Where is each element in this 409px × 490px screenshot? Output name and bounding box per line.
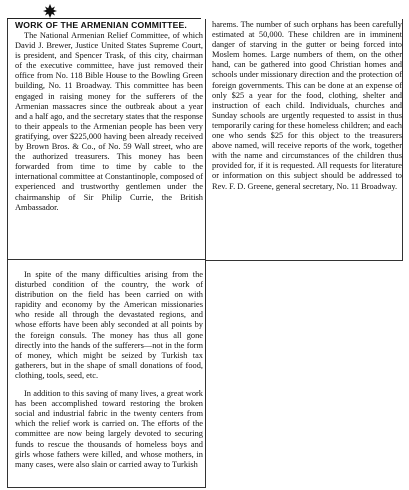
maltese-cross-icon [42, 3, 58, 19]
right-column [212, 20, 402, 192]
paragraph-orphans: harems. The number of such orphans has been carefully estimated at 50,000. These children are in imminent danger of starving in the gutter or being forced into Moslem homes. Large numbers of them, on the other hand, can be gathered into good Christian homes and schools under missionary direction and the protection of foreign governments. This can be done at an expense of only $25 a year for the food, clothing, shelter and instruction of each child. Individuals, churches and Sunday schools are urgently requested to assist in thus temporarily caring for these homeless children; and each one who sends $25 for this object to the treasurers above named, will receive reports of the work, together with the name and circumstances of the children thus provided for, if it is requested. All requests for literature or information on this subject should be addressed to Rev. F. D. Greene, general secretary, No. 11 Broadway. [212, 20, 402, 191]
right-column-rule [402, 19, 403, 261]
paragraph-restoration: In addition to this saving of many lives, a great work has been accomplished toward restoring the broken social and industrial fabric in the twenty centers from which the relief work is carried on. The efforts of the committee are now being largely devoted to securing funds to rescue the thousands of homeless boys and girls whose fathers were killed, and whose mothers, in many cases, were also slain or carried away to Turkish [15, 389, 203, 469]
right-column-bottom-rule [206, 260, 403, 261]
left-column-bottom [15, 270, 203, 470]
paragraph-distribution: In spite of the many difficulties arising from the disturbed condition of the country, the work of distribution on the field has been carried on with rapidity and economy by the American missionaries who reside all through the devastated regions, and whose efforts have been ably seconded at all points by the foreign consuls. The money has thus all gone directly into the hands of the sufferers—not in the form of money, which might be seized by Turkish tax gatherers, but in the shape of small donations of food, clothing, tools, seed, etc. [15, 270, 203, 380]
paragraph-committee-office: The National Armenian Relief Committee, of which David J. Brewer, Justice United States Supreme Court, is president, and Spencer Trask, of this city, chairman of the executive committee, have just removed their office from No. 118 Bible House to the Bowling Green building, No. 11 Broadway. This committee has been engaged in raising money for the sufferers of the Armenian massacres since the outbreak about a year and a half ago, and the secretary states that the response to their appeals to the Armenian people has been very gratifying, over $225,000 having been already received by Brown Bros. & Co., of No. 59 Wall street, who are the authorized treasurers. This money has been forwarded from time to time by cable to the international committee at Constantinople, composed of experienced and trustworthy gentlemen under the chairmanship of Sir Philip Currie, the British Ambassador. [15, 31, 203, 212]
left-column-top [15, 31, 203, 213]
title-rule [7, 18, 201, 19]
article-title: WORK OF THE ARMENIAN COMMITTEE. [15, 20, 188, 30]
